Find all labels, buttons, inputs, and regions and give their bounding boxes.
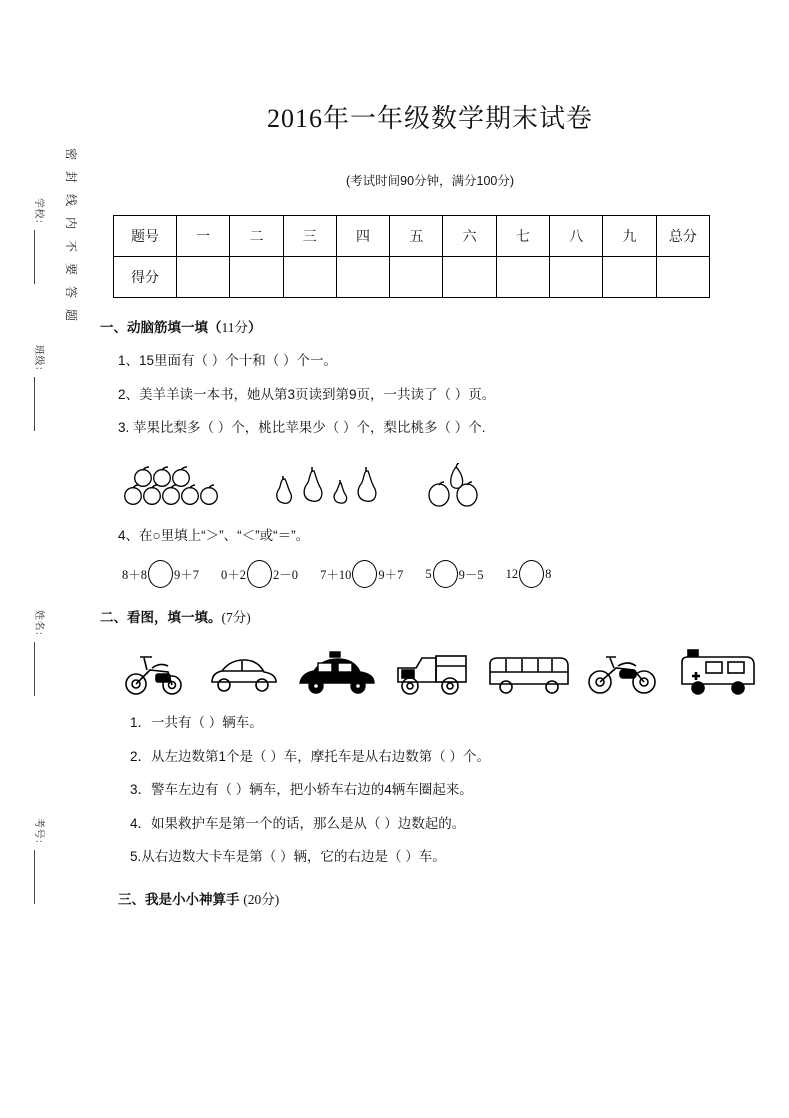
truck-icon (392, 648, 472, 698)
ambulance-icon (676, 648, 758, 698)
tricycle-motorcycle-icon (122, 650, 192, 698)
margin-field-exam-number-label: 考号： (33, 818, 44, 850)
comparison-circle-4[interactable] (433, 560, 458, 588)
question-2-2: 2．从左边数第1个是（ ）车，摩托车是从右边数第（ ）个。 (130, 748, 491, 764)
margin-field-class-label: 班级： (33, 345, 44, 377)
score-table (113, 215, 710, 298)
section-one-heading (100, 316, 760, 336)
margin-field-exam-number (33, 818, 48, 904)
score-table-col-1: 一 (177, 216, 230, 257)
score-cell-9[interactable] (603, 257, 656, 298)
comparison-item-4 (425, 560, 483, 588)
comparison-left-2: 0＋2 (221, 568, 247, 583)
fruit-group-apples (122, 465, 226, 511)
score-cell-8[interactable] (550, 257, 603, 298)
section-two-heading-text: 二、看图，填一填。 (100, 610, 222, 626)
section-one-points: 11分 (221, 320, 248, 335)
score-cell-6[interactable] (443, 257, 496, 298)
sealing-line-notice: 密封线内不要答题 (64, 148, 78, 333)
section-two-points: (7分) (221, 610, 251, 626)
comparison-circle-3[interactable] (352, 560, 377, 588)
score-table-col-6: 六 (443, 216, 496, 257)
comparison-left-4: 5 (425, 566, 432, 581)
fruit-group-peaches (426, 463, 488, 511)
score-table-col-4: 四 (336, 216, 389, 257)
question-1-3: 3. 苹果比梨多（ ）个，桃比苹果少（ ）个，梨比桃多（ ）个. (118, 420, 486, 436)
exam-subtitle: (考试时间90分钟，满分100分) (345, 174, 515, 188)
margin-field-name (33, 610, 48, 696)
score-table-col-5: 五 (390, 216, 443, 257)
section-three-heading (100, 888, 760, 908)
vehicle-illustration-row (100, 642, 760, 698)
comparison-right-3: 9＋7 (378, 568, 404, 583)
score-table-col-2: 二 (230, 216, 283, 257)
comparison-right-5: 8 (545, 566, 552, 581)
table-row-question-numbers (114, 216, 710, 257)
car-icon (206, 650, 282, 698)
section-three-heading-text: 三、我是小小神算手 (118, 891, 240, 907)
apple-icon (122, 465, 226, 511)
question-2-1: 1．一共有（ ）辆车。 (130, 715, 263, 731)
comparison-item-1 (122, 560, 199, 588)
margin-field-class (33, 345, 48, 431)
score-cell-7[interactable] (496, 257, 549, 298)
comparison-circle-2[interactable] (247, 560, 272, 588)
score-cell-2[interactable] (230, 257, 283, 298)
question-2-4: 4．如果救护车是第一个的话，那么是从（ ）边数起的。 (130, 815, 466, 831)
margin-field-school (33, 198, 48, 284)
comparison-exercises-row (100, 560, 760, 588)
score-table-col-7: 七 (496, 216, 549, 257)
score-cell-1[interactable] (177, 257, 230, 298)
score-table-col-total: 总分 (656, 216, 709, 257)
margin-field-class-rule (34, 377, 44, 431)
question-2-5: 5.从右边数大卡车是第（ ）辆，它的右边是（ ）车。 (130, 849, 446, 865)
question-2-3: 3．警车左边有（ ）辆车，把小轿车右边的4辆车圈起来。 (130, 782, 473, 798)
police-car-icon (296, 650, 378, 698)
comparison-item-2 (221, 560, 298, 588)
question-1-2: 2、美羊羊读一本书，她从第3页读到第9页，一共读了（ ）页。 (118, 386, 496, 402)
comparison-right-2: 2－0 (273, 568, 299, 583)
margin-field-school-rule (34, 230, 44, 284)
comparison-right-1: 9＋7 (174, 568, 200, 583)
score-cell-5[interactable] (390, 257, 443, 298)
section-three-points: (20分) (243, 891, 280, 907)
exam-page (100, 0, 760, 1118)
comparison-left-3: 7＋10 (320, 568, 352, 583)
section-two-heading (100, 606, 760, 626)
comparison-right-4: 9－5 (458, 568, 484, 583)
comparison-item-5 (506, 560, 552, 588)
table-row-scores (114, 257, 710, 298)
margin-field-exam-number-rule (34, 850, 44, 904)
fruit-illustration-row (100, 459, 760, 511)
question-1-4: 4、在○里填上“＞”、“＜”或“＝”。 (118, 527, 310, 543)
comparison-item-3 (320, 560, 403, 588)
comparison-circle-1[interactable] (148, 560, 173, 588)
score-table-label-score: 得分 (114, 257, 177, 298)
score-cell-total[interactable] (656, 257, 709, 298)
comparison-circle-5[interactable] (519, 560, 544, 588)
score-cell-3[interactable] (283, 257, 336, 298)
section-one-heading-tail: ） (248, 320, 262, 335)
question-1-1: 1、15里面有（ ）个十和（ ）个一。 (118, 353, 338, 368)
motorcycle-icon (586, 650, 662, 698)
pear-icon (270, 465, 382, 511)
score-table-label-question-number: 题号 (114, 216, 177, 257)
peach-icon (426, 463, 488, 511)
comparison-left-5: 12 (505, 566, 519, 581)
score-table-col-9: 九 (603, 216, 656, 257)
margin-field-school-label: 学校： (33, 198, 44, 230)
margin-field-name-rule (34, 642, 44, 696)
left-margin-sealing-area (0, 0, 100, 1118)
page-title: 2016年一年级数学期末试卷 (266, 104, 593, 133)
comparison-left-1: 8＋8 (122, 568, 148, 583)
section-one-heading-text: 一、动脑筋填一填（ (100, 320, 222, 335)
score-table-col-8: 八 (550, 216, 603, 257)
margin-field-name-label: 姓名： (33, 610, 44, 642)
score-cell-4[interactable] (336, 257, 389, 298)
fruit-group-pears (270, 465, 382, 511)
score-table-wrapper (100, 215, 760, 298)
score-table-col-3: 三 (283, 216, 336, 257)
bus-icon (486, 650, 572, 698)
